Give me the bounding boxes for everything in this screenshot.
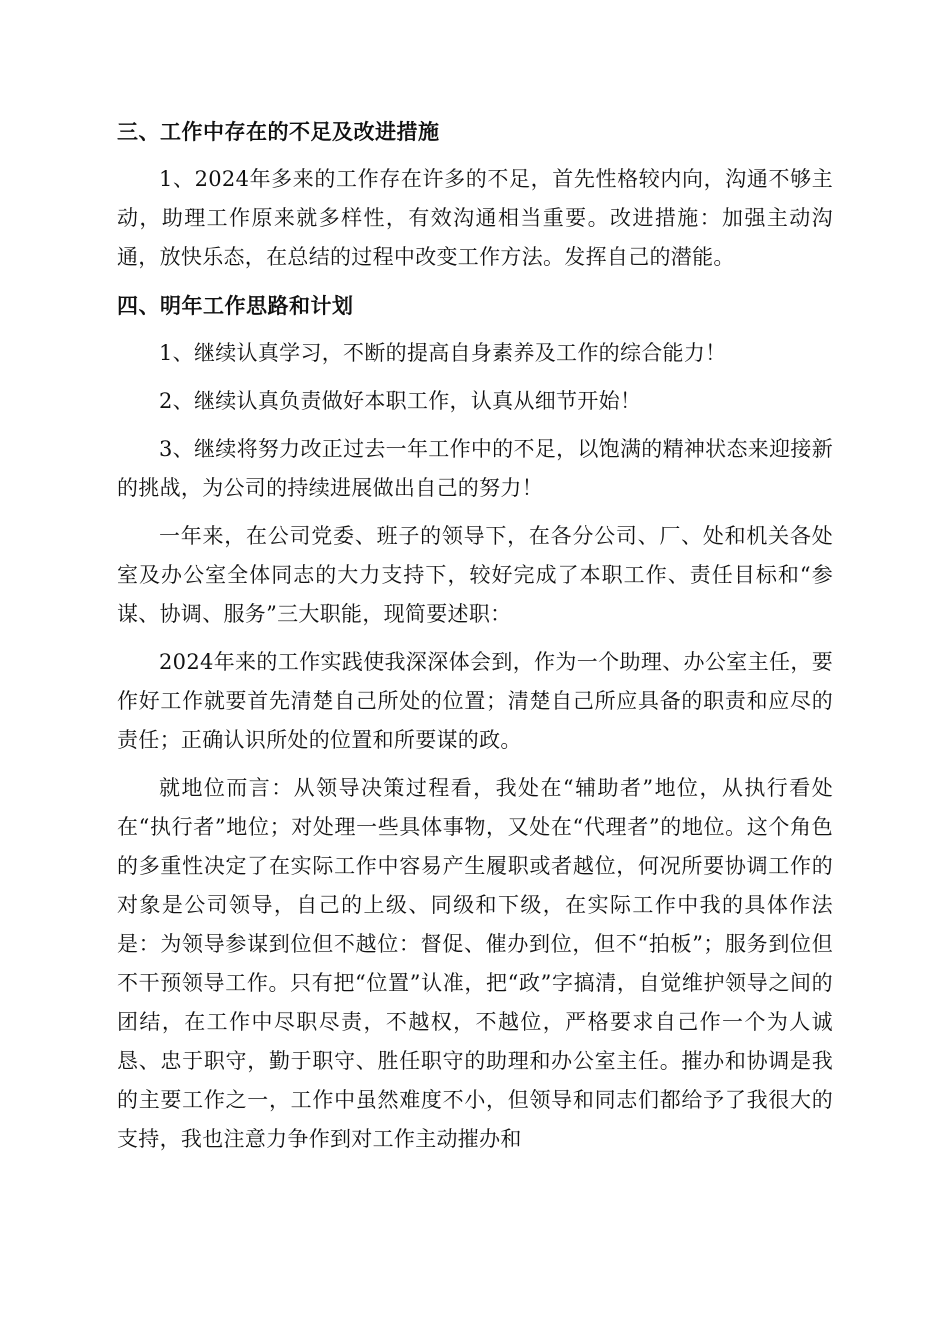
section-heading-4: 四、明年工作思路和计划	[117, 293, 354, 318]
paragraph-summary-intro: 一年来，在公司党委、班子的领导下，在各分公司、厂、处和机关各处室及办公室全体同志的大力支持下，较好完成了本职工作、责任目标和“参谋、协调、服务”三大职能，现简要述职：	[117, 524, 833, 626]
section-heading-3: 三、工作中存在的不足及改进措施	[117, 119, 440, 144]
paragraph-role-description: 就地位而言：从领导决策过程看，我处在“辅助者”地位，从执行看处在“执行者”地位；对处理一些具体事物，又处在“代理者”的地位。这个角色的多重性决定了在实际工作中容易产生履职或者越位，何况所要协调工作的对象是公司领导，自己的上级、同级和下级，在实际工作中我的具体作法是：为领导参谋到位但不越位：督促、催办到位，但不“拍板”；服务到位但不干预领导工作。只有把“位置”认准，把“政”字搞清，自觉维护领导之间的团结，在工作中尽职尽责，不越权，不越位，严格要求自己作一个为人诚恳、忠于职守，勤于职守、胜任职守的助理和办公室主任。摧办和协调是我的主要工作之一，工作中虽然难度不小，但领导和同志们都给予了我很大的支持，我也注意力争作到对工作主动摧办和	[117, 776, 833, 1151]
paragraph-4-2: 2、继续认真负责做好本职工作，认真从细节开始！	[159, 389, 642, 413]
document-page	[117, 112, 833, 1168]
paragraph-3-1: 1、2024年多来的工作存在许多的不足，首先性格较内向，沟通不够主动，助理工作原来就多样性，有效沟通相当重要。改进措施：加强主动沟通，放快乐态，在总结的过程中改变工作方法。发挥自己的潜能。	[117, 167, 833, 269]
paragraph-4-1: 1、继续认真学习，不断的提高自身素养及工作的综合能力！	[159, 341, 727, 365]
paragraph-4-3: 3、继续将努力改正过去一年工作中的不足，以饱满的精神状态来迎接新的挑战，为公司的持续进展做出自己的努力！	[117, 437, 833, 500]
paragraph-position-awareness: 2024年来的工作实践使我深深体会到，作为一个助理、办公室主任，要作好工作就要首先清楚自己所处的位置；清楚自己所应具备的职责和应尽的责任；正确认识所处的位置和所要谋的政。	[117, 650, 833, 752]
